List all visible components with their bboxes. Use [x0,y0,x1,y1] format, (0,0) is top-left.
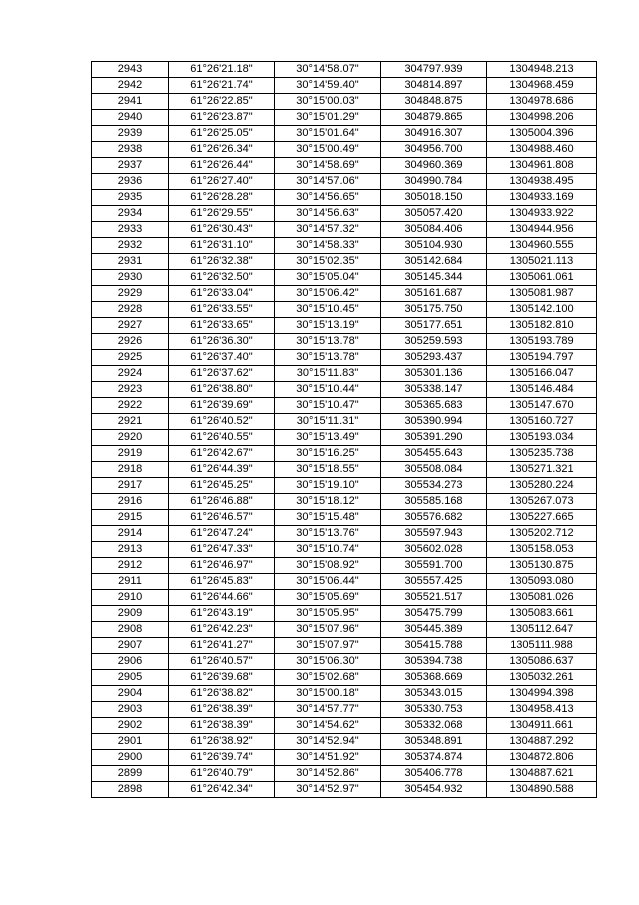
table-row [92,670,597,686]
table-row [92,414,597,430]
point-number-cell: 2898 [92,782,169,798]
y-coordinate-cell: 1305271.321 [487,462,597,478]
latitude-cell: 61°26'38.80" [169,382,275,398]
table-row [92,78,597,94]
table-row [92,606,597,622]
longitude-cell: 30°15'07.96" [275,622,381,638]
y-coordinate-cell: 1304944.956 [487,222,597,238]
longitude-cell: 30°15'07.97" [275,638,381,654]
point-number-cell: 2928 [92,302,169,318]
table-row [92,190,597,206]
longitude-cell: 30°15'06.44" [275,574,381,590]
table-row [92,446,597,462]
latitude-cell: 61°26'39.69" [169,398,275,414]
latitude-cell: 61°26'43.19" [169,606,275,622]
longitude-cell: 30°15'13.78" [275,350,381,366]
y-coordinate-cell: 1304960.555 [487,238,597,254]
x-coordinate-cell: 305161.687 [381,286,487,302]
x-coordinate-cell: 305406.778 [381,766,487,782]
latitude-cell: 61°26'21.74" [169,78,275,94]
latitude-cell: 61°26'42.23" [169,622,275,638]
y-coordinate-cell: 1305280.224 [487,478,597,494]
latitude-cell: 61°26'26.44" [169,158,275,174]
table-row [92,222,597,238]
y-coordinate-cell: 1305202.712 [487,526,597,542]
latitude-cell: 61°26'26.34" [169,142,275,158]
latitude-cell: 61°26'33.55" [169,302,275,318]
latitude-cell: 61°26'46.88" [169,494,275,510]
x-coordinate-cell: 305454.932 [381,782,487,798]
y-coordinate-cell: 1305086.637 [487,654,597,670]
y-coordinate-cell: 1305182.810 [487,318,597,334]
latitude-cell: 61°26'46.57" [169,510,275,526]
longitude-cell: 30°15'13.78" [275,334,381,350]
x-coordinate-cell: 305259.593 [381,334,487,350]
y-coordinate-cell: 1304887.292 [487,734,597,750]
y-coordinate-cell: 1305142.100 [487,302,597,318]
point-number-cell: 2932 [92,238,169,254]
x-coordinate-cell: 305390.994 [381,414,487,430]
table-row [92,126,597,142]
table-row [92,430,597,446]
y-coordinate-cell: 1305021.113 [487,254,597,270]
longitude-cell: 30°14'56.63" [275,206,381,222]
y-coordinate-cell: 1304968.459 [487,78,597,94]
table-row [92,766,597,782]
point-number-cell: 2908 [92,622,169,638]
latitude-cell: 61°26'21.18" [169,62,275,78]
point-number-cell: 2915 [92,510,169,526]
y-coordinate-cell: 1304998.206 [487,110,597,126]
latitude-cell: 61°26'23.87" [169,110,275,126]
x-coordinate-cell: 305445.389 [381,622,487,638]
table-row [92,62,597,78]
y-coordinate-cell: 1304890.588 [487,782,597,798]
y-coordinate-cell: 1304933.169 [487,190,597,206]
point-number-cell: 2900 [92,750,169,766]
x-coordinate-cell: 305374.874 [381,750,487,766]
latitude-cell: 61°26'45.25" [169,478,275,494]
longitude-cell: 30°15'00.18" [275,686,381,702]
longitude-cell: 30°14'52.97" [275,782,381,798]
latitude-cell: 61°26'30.43" [169,222,275,238]
point-number-cell: 2921 [92,414,169,430]
latitude-cell: 61°26'28.28" [169,190,275,206]
latitude-cell: 61°26'22.85" [169,94,275,110]
x-coordinate-cell: 305177.651 [381,318,487,334]
y-coordinate-cell: 1305081.026 [487,590,597,606]
table-row [92,654,597,670]
x-coordinate-cell: 304814.897 [381,78,487,94]
y-coordinate-cell: 1304958.413 [487,702,597,718]
longitude-cell: 30°14'57.77" [275,702,381,718]
y-coordinate-cell: 1305004.396 [487,126,597,142]
point-number-cell: 2916 [92,494,169,510]
longitude-cell: 30°15'18.12" [275,494,381,510]
longitude-cell: 30°15'19.10" [275,478,381,494]
point-number-cell: 2899 [92,766,169,782]
point-number-cell: 2924 [92,366,169,382]
latitude-cell: 61°26'41.27" [169,638,275,654]
y-coordinate-cell: 1304887.621 [487,766,597,782]
y-coordinate-cell: 1304994.398 [487,686,597,702]
coordinates-table-body [92,62,597,798]
y-coordinate-cell: 1305130.875 [487,558,597,574]
x-coordinate-cell: 305145.344 [381,270,487,286]
point-number-cell: 2914 [92,526,169,542]
point-number-cell: 2920 [92,430,169,446]
point-number-cell: 2913 [92,542,169,558]
latitude-cell: 61°26'46.97" [169,558,275,574]
table-row [92,574,597,590]
latitude-cell: 61°26'38.82" [169,686,275,702]
y-coordinate-cell: 1305093.080 [487,574,597,590]
latitude-cell: 61°26'38.39" [169,718,275,734]
table-row [92,174,597,190]
point-number-cell: 2910 [92,590,169,606]
x-coordinate-cell: 305301.136 [381,366,487,382]
point-number-cell: 2918 [92,462,169,478]
longitude-cell: 30°15'02.35" [275,254,381,270]
longitude-cell: 30°15'01.64" [275,126,381,142]
latitude-cell: 61°26'40.57" [169,654,275,670]
latitude-cell: 61°26'38.92" [169,734,275,750]
point-number-cell: 2903 [92,702,169,718]
x-coordinate-cell: 305534.273 [381,478,487,494]
longitude-cell: 30°15'00.03" [275,94,381,110]
point-number-cell: 2917 [92,478,169,494]
x-coordinate-cell: 304956.700 [381,142,487,158]
point-number-cell: 2925 [92,350,169,366]
longitude-cell: 30°15'10.47" [275,398,381,414]
latitude-cell: 61°26'40.79" [169,766,275,782]
latitude-cell: 61°26'37.40" [169,350,275,366]
y-coordinate-cell: 1304872.806 [487,750,597,766]
coordinates-table [91,61,597,798]
point-number-cell: 2942 [92,78,169,94]
x-coordinate-cell: 305343.015 [381,686,487,702]
y-coordinate-cell: 1304961.808 [487,158,597,174]
x-coordinate-cell: 304797.939 [381,62,487,78]
point-number-cell: 2919 [92,446,169,462]
point-number-cell: 2901 [92,734,169,750]
longitude-cell: 30°15'16.25" [275,446,381,462]
y-coordinate-cell: 1304978.686 [487,94,597,110]
x-coordinate-cell: 305084.406 [381,222,487,238]
latitude-cell: 61°26'47.33" [169,542,275,558]
longitude-cell: 30°14'58.69" [275,158,381,174]
x-coordinate-cell: 305455.643 [381,446,487,462]
point-number-cell: 2927 [92,318,169,334]
x-coordinate-cell: 305332.068 [381,718,487,734]
longitude-cell: 30°15'00.49" [275,142,381,158]
latitude-cell: 61°26'33.65" [169,318,275,334]
point-number-cell: 2930 [92,270,169,286]
x-coordinate-cell: 305394.738 [381,654,487,670]
longitude-cell: 30°14'57.06" [275,174,381,190]
longitude-cell: 30°15'10.74" [275,542,381,558]
x-coordinate-cell: 305585.168 [381,494,487,510]
latitude-cell: 61°26'45.83" [169,574,275,590]
table-row [92,94,597,110]
latitude-cell: 61°26'44.66" [169,590,275,606]
longitude-cell: 30°15'18.55" [275,462,381,478]
point-number-cell: 2905 [92,670,169,686]
table-row [92,782,597,798]
x-coordinate-cell: 305293.437 [381,350,487,366]
longitude-cell: 30°15'05.95" [275,606,381,622]
x-coordinate-cell: 305104.930 [381,238,487,254]
x-coordinate-cell: 305348.891 [381,734,487,750]
latitude-cell: 61°26'44.39" [169,462,275,478]
longitude-cell: 30°15'15.48" [275,510,381,526]
table-row [92,334,597,350]
longitude-cell: 30°15'10.44" [275,382,381,398]
longitude-cell: 30°14'52.94" [275,734,381,750]
latitude-cell: 61°26'39.68" [169,670,275,686]
table-row [92,254,597,270]
table-row [92,462,597,478]
y-coordinate-cell: 1305111.988 [487,638,597,654]
table-row [92,590,597,606]
y-coordinate-cell: 1305235.738 [487,446,597,462]
y-coordinate-cell: 1305147.670 [487,398,597,414]
table-row [92,622,597,638]
point-number-cell: 2906 [92,654,169,670]
y-coordinate-cell: 1304988.460 [487,142,597,158]
x-coordinate-cell: 305475.799 [381,606,487,622]
table-row [92,750,597,766]
latitude-cell: 61°26'36.30" [169,334,275,350]
point-number-cell: 2912 [92,558,169,574]
y-coordinate-cell: 1305227.665 [487,510,597,526]
latitude-cell: 61°26'32.38" [169,254,275,270]
x-coordinate-cell: 304879.865 [381,110,487,126]
point-number-cell: 2902 [92,718,169,734]
x-coordinate-cell: 305330.753 [381,702,487,718]
x-coordinate-cell: 304960.369 [381,158,487,174]
x-coordinate-cell: 305521.517 [381,590,487,606]
y-coordinate-cell: 1305166.047 [487,366,597,382]
x-coordinate-cell: 305175.750 [381,302,487,318]
table-row [92,350,597,366]
point-number-cell: 2929 [92,286,169,302]
longitude-cell: 30°15'13.76" [275,526,381,542]
longitude-cell: 30°15'11.83" [275,366,381,382]
table-row [92,398,597,414]
y-coordinate-cell: 1305193.034 [487,430,597,446]
longitude-cell: 30°15'01.29" [275,110,381,126]
x-coordinate-cell: 304916.307 [381,126,487,142]
y-coordinate-cell: 1304938.495 [487,174,597,190]
longitude-cell: 30°14'56.65" [275,190,381,206]
point-number-cell: 2909 [92,606,169,622]
x-coordinate-cell: 305391.290 [381,430,487,446]
latitude-cell: 61°26'39.74" [169,750,275,766]
point-number-cell: 2904 [92,686,169,702]
table-row [92,510,597,526]
x-coordinate-cell: 305591.700 [381,558,487,574]
point-number-cell: 2911 [92,574,169,590]
table-row [92,158,597,174]
y-coordinate-cell: 1305112.647 [487,622,597,638]
latitude-cell: 61°26'25.05" [169,126,275,142]
y-coordinate-cell: 1304933.922 [487,206,597,222]
x-coordinate-cell: 305338.147 [381,382,487,398]
longitude-cell: 30°15'08.92" [275,558,381,574]
point-number-cell: 2940 [92,110,169,126]
y-coordinate-cell: 1305146.484 [487,382,597,398]
table-row [92,702,597,718]
y-coordinate-cell: 1305083.661 [487,606,597,622]
latitude-cell: 61°26'42.34" [169,782,275,798]
table-row [92,494,597,510]
longitude-cell: 30°15'10.45" [275,302,381,318]
x-coordinate-cell: 305602.028 [381,542,487,558]
longitude-cell: 30°15'06.30" [275,654,381,670]
point-number-cell: 2937 [92,158,169,174]
longitude-cell: 30°15'02.68" [275,670,381,686]
x-coordinate-cell: 305018.150 [381,190,487,206]
longitude-cell: 30°14'54.62" [275,718,381,734]
y-coordinate-cell: 1305160.727 [487,414,597,430]
longitude-cell: 30°15'05.04" [275,270,381,286]
latitude-cell: 61°26'40.52" [169,414,275,430]
y-coordinate-cell: 1305032.261 [487,670,597,686]
latitude-cell: 61°26'37.62" [169,366,275,382]
point-number-cell: 2939 [92,126,169,142]
point-number-cell: 2943 [92,62,169,78]
x-coordinate-cell: 305365.683 [381,398,487,414]
x-coordinate-cell: 305057.420 [381,206,487,222]
table-row [92,238,597,254]
longitude-cell: 30°15'13.49" [275,430,381,446]
x-coordinate-cell: 305508.084 [381,462,487,478]
y-coordinate-cell: 1305194.797 [487,350,597,366]
x-coordinate-cell: 305597.943 [381,526,487,542]
table-row [92,686,597,702]
latitude-cell: 61°26'47.24" [169,526,275,542]
table-row [92,366,597,382]
longitude-cell: 30°14'58.33" [275,238,381,254]
point-number-cell: 2934 [92,206,169,222]
longitude-cell: 30°15'11.31" [275,414,381,430]
table-row [92,734,597,750]
x-coordinate-cell: 305415.788 [381,638,487,654]
longitude-cell: 30°14'51.92" [275,750,381,766]
point-number-cell: 2938 [92,142,169,158]
latitude-cell: 61°26'31.10" [169,238,275,254]
table-row [92,302,597,318]
y-coordinate-cell: 1305193.789 [487,334,597,350]
y-coordinate-cell: 1304911.661 [487,718,597,734]
longitude-cell: 30°14'58.07" [275,62,381,78]
table-row [92,526,597,542]
y-coordinate-cell: 1305061.061 [487,270,597,286]
table-row [92,638,597,654]
point-number-cell: 2935 [92,190,169,206]
x-coordinate-cell: 305368.669 [381,670,487,686]
longitude-cell: 30°14'59.40" [275,78,381,94]
table-row [92,558,597,574]
table-row [92,318,597,334]
longitude-cell: 30°15'05.69" [275,590,381,606]
x-coordinate-cell: 305576.682 [381,510,487,526]
x-coordinate-cell: 304848.875 [381,94,487,110]
latitude-cell: 61°26'29.55" [169,206,275,222]
table-row [92,206,597,222]
y-coordinate-cell: 1305267.073 [487,494,597,510]
latitude-cell: 61°26'33.04" [169,286,275,302]
table-row [92,718,597,734]
y-coordinate-cell: 1305081.987 [487,286,597,302]
table-row [92,142,597,158]
x-coordinate-cell: 304990.784 [381,174,487,190]
y-coordinate-cell: 1304948.213 [487,62,597,78]
x-coordinate-cell: 305557.425 [381,574,487,590]
x-coordinate-cell: 305142.684 [381,254,487,270]
point-number-cell: 2922 [92,398,169,414]
table-row [92,110,597,126]
latitude-cell: 61°26'42.67" [169,446,275,462]
latitude-cell: 61°26'27.40" [169,174,275,190]
table-row [92,478,597,494]
table-row [92,270,597,286]
table-row [92,286,597,302]
point-number-cell: 2907 [92,638,169,654]
point-number-cell: 2941 [92,94,169,110]
point-number-cell: 2926 [92,334,169,350]
point-number-cell: 2936 [92,174,169,190]
y-coordinate-cell: 1305158.053 [487,542,597,558]
table-row [92,382,597,398]
latitude-cell: 61°26'40.55" [169,430,275,446]
point-number-cell: 2931 [92,254,169,270]
table-row [92,542,597,558]
latitude-cell: 61°26'38.39" [169,702,275,718]
point-number-cell: 2923 [92,382,169,398]
point-number-cell: 2933 [92,222,169,238]
longitude-cell: 30°14'57.32" [275,222,381,238]
longitude-cell: 30°15'13.19" [275,318,381,334]
longitude-cell: 30°15'06.42" [275,286,381,302]
longitude-cell: 30°14'52.86" [275,766,381,782]
latitude-cell: 61°26'32.50" [169,270,275,286]
